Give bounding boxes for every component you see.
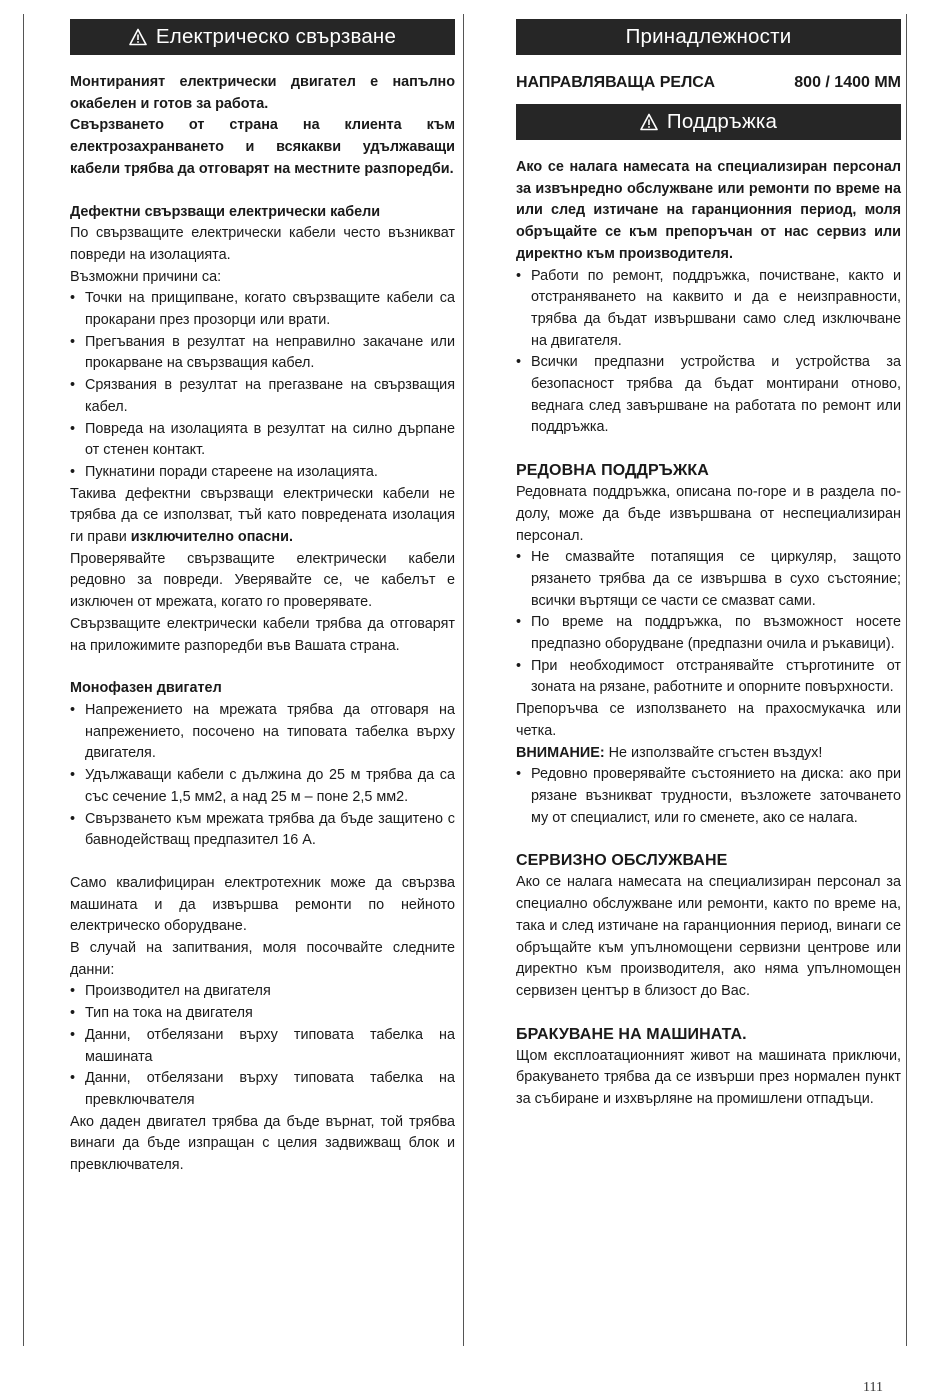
maintenance-bold-paragraph: Ако се налага намесата на специализиран персонал за извънредно обслужване или ремонти по време на или след изтичане на гаранционния период, моля обръщайте се към препоръчан от нас сервиз или директно към производителя. — [516, 159, 901, 262]
danger-paragraph — [70, 484, 455, 549]
right-column — [516, 19, 901, 1111]
service-heading: СЕРВИЗНО ОБСЛУЖВАНЕ — [516, 852, 728, 870]
accessories-title: Принадлежности — [625, 25, 792, 49]
warning-triangle-icon — [129, 28, 147, 46]
inquiry-paragraph: В случай на запитвания, моля посочвайте следните данни: — [70, 940, 455, 978]
list-item: • Не смазвайте потапящия се циркуляр, защото рязането трябва да се извършва в сухо състояние; всички въртящи се части се смазват сами. — [516, 547, 901, 612]
regular-paragraph: Редовната поддръжка, описана по-горе и в раздела по-долу, може да бъде извършвана от неспециализиран персонал. — [516, 484, 901, 544]
qualified-paragraph: Само квалифициран електротехник може да свързва машината и да извършва ремонти по нейното електрическо оборудване. — [70, 874, 455, 935]
danger-text: Такива дефектни свързващи електрически кабели не трябва да се използват, тъй като повредената изолация ги прави — [70, 485, 455, 546]
banner-title: Електрическо свързване — [155, 25, 397, 49]
comply-paragraph: Свързващите електрически кабели трябва да отговарят на приложимите разпоредби във Вашата страна. — [70, 615, 455, 654]
rail-label: НАПРАВЛЯВАЩА РЕЛСА — [516, 74, 715, 91]
defective-cables-heading: Дефектни свързващи електрически кабели — [70, 203, 381, 220]
return-paragraph: Ако даден двигател трябва да бъде върнат, той трябва винаги да бъде изпращан с целия задвижващ блок и превключвателя. — [70, 1113, 455, 1174]
intro-paragraph-2: Свързването от страна на клиента към електрозахранването и всякакви удължаващи кабели трябва да отговарят на местните разпоредби. — [70, 117, 455, 177]
intro-paragraph-1: Монтираният електрически двигател е напълно окабелен и готов за работа. — [70, 74, 455, 112]
right-margin-rule — [906, 14, 907, 1346]
maintenance-title: Поддръжка — [666, 110, 778, 134]
check-paragraph: Проверявайте свързващите електрически кабели редовно за повреди. Уверявайте се, че кабелът е изключен от мрежата, когато го проверявате. — [70, 550, 455, 611]
disposal-paragraph: Щом експлоатационният живот на машината приключи, бракуването трябва да се извърши през нормален пункт за събиране и изхвърляне на промишлени отпадъци. — [516, 1047, 901, 1108]
defective-paragraph-1: По свързващите електрически кабели често възникват повреди на изолацията. — [70, 225, 455, 263]
single-phase-heading: Монофазен двигател — [70, 680, 222, 697]
list-item: • Повреда на изолацията в резултат на силно дърпане от стенен контакт. — [70, 419, 455, 462]
maintenance-list — [516, 266, 901, 440]
attention-paragraph — [516, 743, 901, 765]
attention-text: Не използвайте сгъстен въздух! — [604, 744, 823, 761]
page-number: 111 — [863, 1380, 883, 1395]
center-rule — [463, 14, 464, 1346]
causes-list — [70, 288, 455, 483]
list-item: • Удължаващи кабели с дължина до 25 м трябва да са със сечение 1,5 мм2, а над 25 м – поне 2,5 мм2. — [70, 765, 455, 808]
inquiry-list — [70, 981, 455, 1111]
list-item: • Работи по ремонт, поддръжка, почистване, както и отстраняването на каквито и да е неизправности, трябва да бъдат извършвани само след изключване на двигателя. — [516, 266, 901, 353]
left-column — [70, 19, 455, 1177]
disposal-heading: БРАКУВАНЕ НА МАШИНАТА. — [516, 1025, 747, 1043]
list-item: • Пукнатини поради стареене на изолацията. — [70, 462, 455, 484]
list-item: • Тип на тока на двигателя — [70, 1003, 455, 1025]
maintenance-banner — [516, 104, 901, 140]
list-item: • Свързването към мрежата трябва да бъде защитено с бавнодействащ предпазител 16 A. — [70, 809, 455, 852]
list-item: • Данни, отбелязани върху типовата табелка на превключвателя — [70, 1068, 455, 1111]
left-margin-rule — [23, 14, 24, 1346]
list-item: • Данни, отбелязани върху типовата табелка на машината — [70, 1025, 455, 1068]
single-phase-list — [70, 700, 455, 852]
list-item: • Производител на двигателя — [70, 981, 455, 1003]
list-item: • Срязвания в резултат на прегазване на свързващия кабел. — [70, 375, 455, 418]
list-item: • Точки на прищипване, когато свързващите кабели са прокарани през прозорци или врати. — [70, 288, 455, 331]
warning-triangle-icon — [640, 113, 658, 131]
electrical-connection-banner — [70, 19, 455, 55]
list-item: • Всички предпазни устройства и устройства за безопасност трябва да бъдат монтирани отново, веднага след завършване на работата по ремонт или поддръжка. — [516, 352, 901, 439]
regular-maintenance-heading: РЕДОВНА ПОДДРЪЖКА — [516, 462, 709, 480]
list-item: • Напрежението на мрежата трябва да отговаря на напрежението, посочено на типовата табелка върху двигателя. — [70, 700, 455, 765]
disc-list — [516, 764, 901, 829]
regular-list — [516, 547, 901, 699]
rail-value: 800 / 1400 MM — [794, 74, 901, 91]
vacuum-paragraph: Препоръчва се използването на прахосмукачка или четка. — [516, 701, 901, 739]
accessories-banner — [516, 19, 901, 55]
list-item: • Редовно проверявайте състоянието на диска: ако при рязане възникват трудности, възложете заточването му от специалист, или го сменете, ако се налага. — [516, 764, 901, 829]
list-item: • При необходимост отстранявайте стърготините от зоната на рязане, работните и опорните повърхности. — [516, 656, 901, 699]
guide-rail-row — [516, 72, 901, 94]
attention-label: ВНИМАНИЕ: — [516, 744, 605, 761]
defective-paragraph-2: Възможни причини са: — [70, 268, 222, 285]
danger-emphasis: изключително опасни. — [130, 529, 293, 546]
service-paragraph: Ако се налага намесата на специализиран персонал за специално обслужване или ремонти, както по време на, така и след изтичане на гаранционния период, винаги се обръщайте към упълномощени сервизни центрове или директно към производителя, ако няма упълномощен сервизен център в близост до Вас. — [516, 874, 901, 999]
list-item: • По време на поддръжка, по възможност носете предпазно оборудване (предпазни очила и ръкавици). — [516, 612, 901, 655]
list-item: • Прегъвания в резултат на неправилно закачане или прокарване на свързващия кабел. — [70, 332, 455, 375]
